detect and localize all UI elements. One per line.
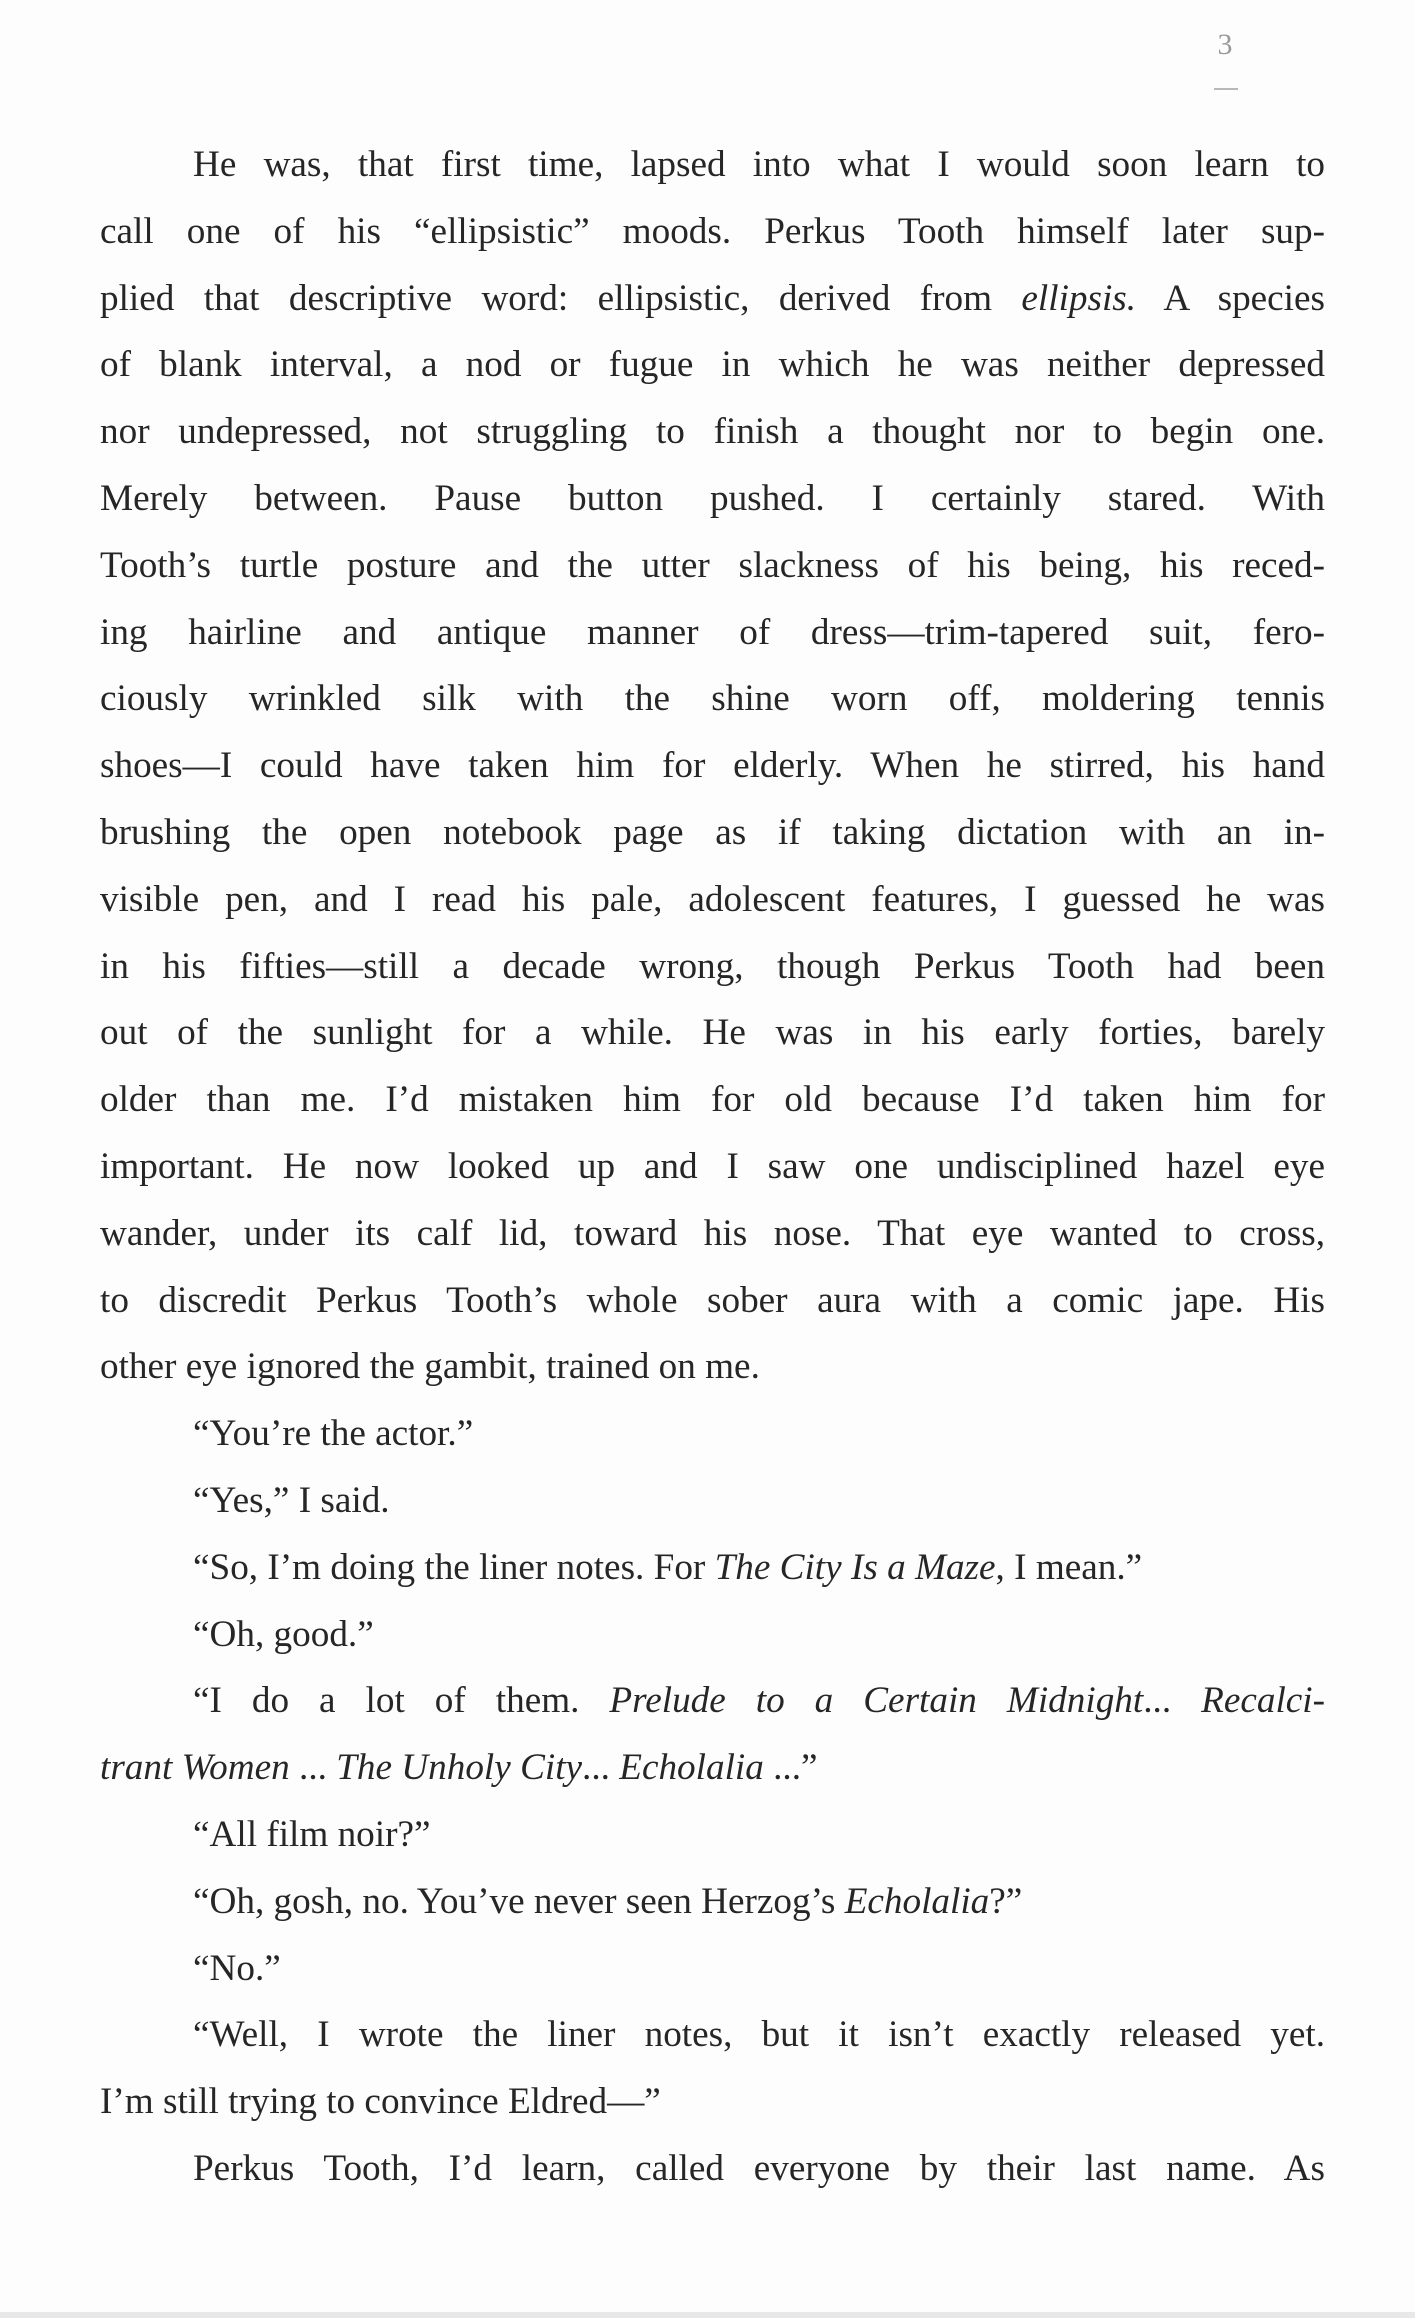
text-line: older than me. I’d mistaken him for old because I’d taken him for xyxy=(100,1079,1325,1121)
dialogue-line: “Oh, good.” xyxy=(193,1613,374,1655)
text-segment: A species xyxy=(1136,277,1325,319)
text-segment: plied that descriptive word: ellipsistic, derived from xyxy=(100,277,1022,319)
text-line: out of the sunlight for a while. He was in his early forties, barely xyxy=(100,1012,1325,1054)
paragraph-opening xyxy=(100,132,1325,1401)
text-segment: ...” xyxy=(763,1747,818,1789)
text-segment: ... xyxy=(582,1747,620,1789)
text-line xyxy=(100,266,1325,333)
italic-title: Prelude to a Certain Midnight xyxy=(609,1680,1144,1722)
text-segment: , I mean.” xyxy=(995,1546,1143,1588)
text-segment: “So, I’m doing the liner notes. For xyxy=(193,1546,715,1588)
text-line: visible pen, and I read his pale, adolescent features, I guessed he was xyxy=(100,878,1325,920)
scan-edge xyxy=(0,2312,1415,2318)
dialogue-paragraph xyxy=(100,1668,1325,1802)
text-segment: ... xyxy=(1143,1680,1202,1722)
text-line xyxy=(100,1735,1325,1802)
dialogue-line: “Yes,” I said. xyxy=(193,1479,390,1521)
text-line: Tooth’s turtle posture and the utter slackness of his being, his reced- xyxy=(100,544,1325,586)
dialogue-line xyxy=(100,1869,1325,1936)
text-line: in his fifties—still a decade wrong, though Perkus Tooth had been xyxy=(100,945,1325,987)
dialogue-line xyxy=(100,1535,1325,1602)
text-line: important. He now looked up and I saw one undisciplined hazel eye xyxy=(100,1145,1325,1187)
text-line: nor undepressed, not struggling to finish a thought nor to begin one. xyxy=(100,411,1325,453)
text-line: to discredit Perkus Tooth’s whole sober aura with a comic jape. His xyxy=(100,1279,1325,1321)
text-line: Perkus Tooth, I’d learn, called everyone by their last name. As xyxy=(193,2147,1325,2189)
text-line xyxy=(100,1668,1325,1735)
dialogue-line: “All film noir?” xyxy=(193,1813,431,1855)
text-line: brushing the open notebook page as if taking dictation with an in- xyxy=(100,811,1325,853)
text-line: of blank interval, a nod or fugue in which he was neither depressed xyxy=(100,344,1325,386)
text-line: I’m still trying to convince Eldred—” xyxy=(100,2081,661,2123)
text-segment: ... xyxy=(289,1747,337,1789)
text-line: Merely between. Pause button pushed. I certainly stared. With xyxy=(100,477,1325,519)
dialogue-line: “You’re the actor.” xyxy=(193,1413,474,1455)
text-segment: “Oh, gosh, no. You’ve never seen Herzog’s xyxy=(193,1880,845,1922)
text-line: shoes—I could have taken him for elderly. When he stirred, his hand xyxy=(100,745,1325,787)
italic-title: Echolalia xyxy=(619,1747,764,1789)
text-line: wander, under its calf lid, toward his nose. That eye wanted to cross, xyxy=(100,1212,1325,1254)
text-line: other eye ignored the gambit, trained on me. xyxy=(100,1346,760,1388)
italic-title: Echolalia xyxy=(844,1880,990,1922)
italic-title: trant Women xyxy=(100,1747,290,1789)
text-line: ing hairline and antique manner of dress—trim-tapered suit, fero- xyxy=(100,611,1325,653)
body-text xyxy=(100,132,1325,2203)
dialogue-line: “No.” xyxy=(193,1947,281,1989)
italic-term: ellipsis. xyxy=(1021,277,1137,319)
page-number: 3 xyxy=(1217,28,1233,61)
text-segment: ?” xyxy=(989,1880,1023,1922)
paragraph-closing xyxy=(100,2136,1325,2203)
text-segment: “I do a lot of them. xyxy=(193,1680,610,1722)
italic-title: The City Is a Maze xyxy=(714,1546,996,1588)
page-number-rule xyxy=(1214,88,1238,90)
text-line: ciously wrinkled silk with the shine worn off, moldering tennis xyxy=(100,678,1325,720)
text-line: call one of his “ellipsistic” moods. Perkus Tooth himself later sup- xyxy=(100,210,1325,252)
italic-title: The Unholy City xyxy=(336,1747,583,1789)
italic-title: Recalci- xyxy=(1201,1680,1325,1722)
text-line: “Well, I wrote the liner notes, but it isn’t exactly released yet. xyxy=(193,2014,1325,2056)
dialogue-paragraph xyxy=(100,2002,1325,2136)
text-line: He was, that first time, lapsed into what I would soon learn to xyxy=(193,144,1325,185)
